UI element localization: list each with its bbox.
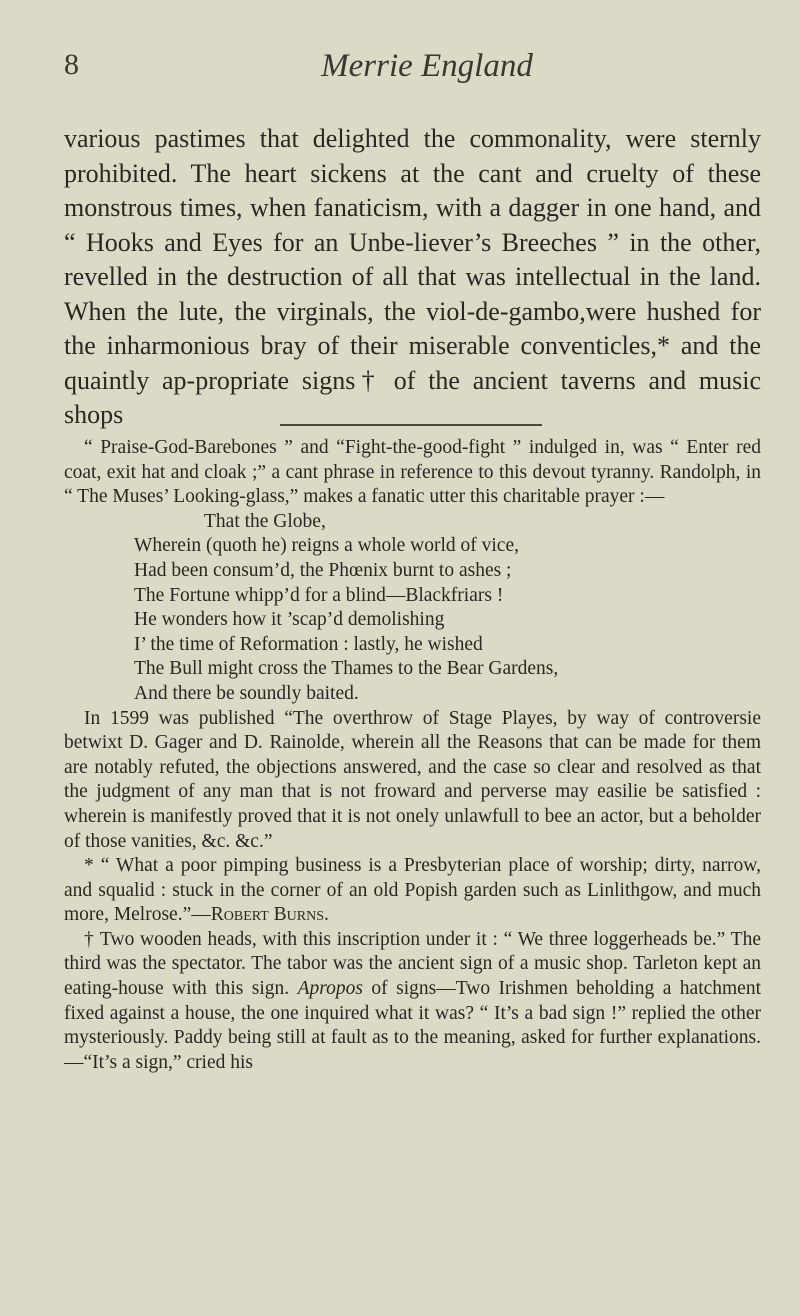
footnote-divider: [280, 424, 542, 426]
main-text: [64, 122, 761, 433]
footnotes: [64, 436, 761, 1075]
footnote-intro: “ Praise-God-Barebones ” and “Fight-the-good-fight ” indulged in, was “ Enter red coat, exit hat and cloak ;” a cant phrase in reference to this devout tyranny. Randolph, in “ The Muses’ Looking-glass,” makes a fanatic utter this charitable prayer :—: [64, 437, 761, 508]
footnote-dagger-apropos: Apropos: [297, 978, 363, 1000]
footnote-asterisk: [64, 854, 761, 928]
footnote-dagger: [64, 928, 761, 1076]
footnote-asterisk-author: Robert Burns.: [210, 904, 329, 926]
verse-line: I’ the time of Reformation : lastly, he wished: [134, 633, 483, 655]
footnote-dagger-text-b: of signs—Two Irishmen beholding a hatchment fixed against a house, the one inquired what it was? “ It’s a bad sign !” replied the other mysteriously. Paddy being still at fault as to the meaning, asked for further explanations.—“It’s a sign,” cried his: [64, 978, 762, 1073]
verse-line: The Fortune whipp’d for a blind—Blackfriars !: [134, 584, 504, 606]
verse-line: The Bull might cross the Thames to the Bear Gardens,: [134, 658, 559, 680]
verse-line: He wonders how it ’scap’d demolishing: [134, 609, 445, 631]
running-title: Merrie England: [321, 48, 533, 84]
page-header: [64, 48, 760, 92]
main-paragraph: various pastimes that delighted the commonality, were sternly prohibited. The heart sickens at the cant and cruelty of these monstrous times, when fanaticism, with a dagger in one hand, and “ Hooks and Eyes for an Unbe-liever’s Breeches ” in the other, revelled in the destruction of all that was intellectual in the land. When the lute, the virginals, the viol-de-gambo,were hushed for the inharmonious bray of their miserable conventicles,* and the quaintly ap-propriate signs† of the ancient taverns and music shops: [64, 124, 761, 429]
footnote-continuation: In 1599 was published “The overthrow of Stage Playes, by way of controversie betwixt D. Gager and D. Rainolde, wherein all the Reasons that can be made for them are notably refuted, the objections answered, and the case so clear and resolved as that the judgment of any man that is not froward and perverse may easilie be satisfied : wherein is manifestly proved that it is not onely unlawfull to bee an actor, but a beholder of those vanities, &c. &c.”: [64, 707, 761, 852]
footnote-asterisk-text: * “ What a poor pimping business is a Presbyterian place of worship; dirty, narrow, and squalid : stuck in the corner of an old Popish garden such as Linlithgow, and much more, Melrose.”—: [64, 855, 761, 926]
verse-line: That the Globe,: [204, 510, 326, 532]
verse-line: And there be soundly baited.: [134, 682, 359, 704]
verse-line: Had been consum’d, the Phœnix burnt to ashes ;: [134, 559, 512, 581]
page-number: 8: [64, 48, 79, 81]
verse-quotation: [64, 510, 761, 707]
footnote-dagger-text-a: † Two wooden heads, with this inscription under it : “ We three loggerheads be.” The third was the spectator. The tabor was the ancient sign of a music shop. Tarleton kept an eating-house with this sign.: [64, 928, 761, 1000]
verse-line: Wherein (quoth he) reigns a whole world of vice,: [134, 535, 519, 557]
